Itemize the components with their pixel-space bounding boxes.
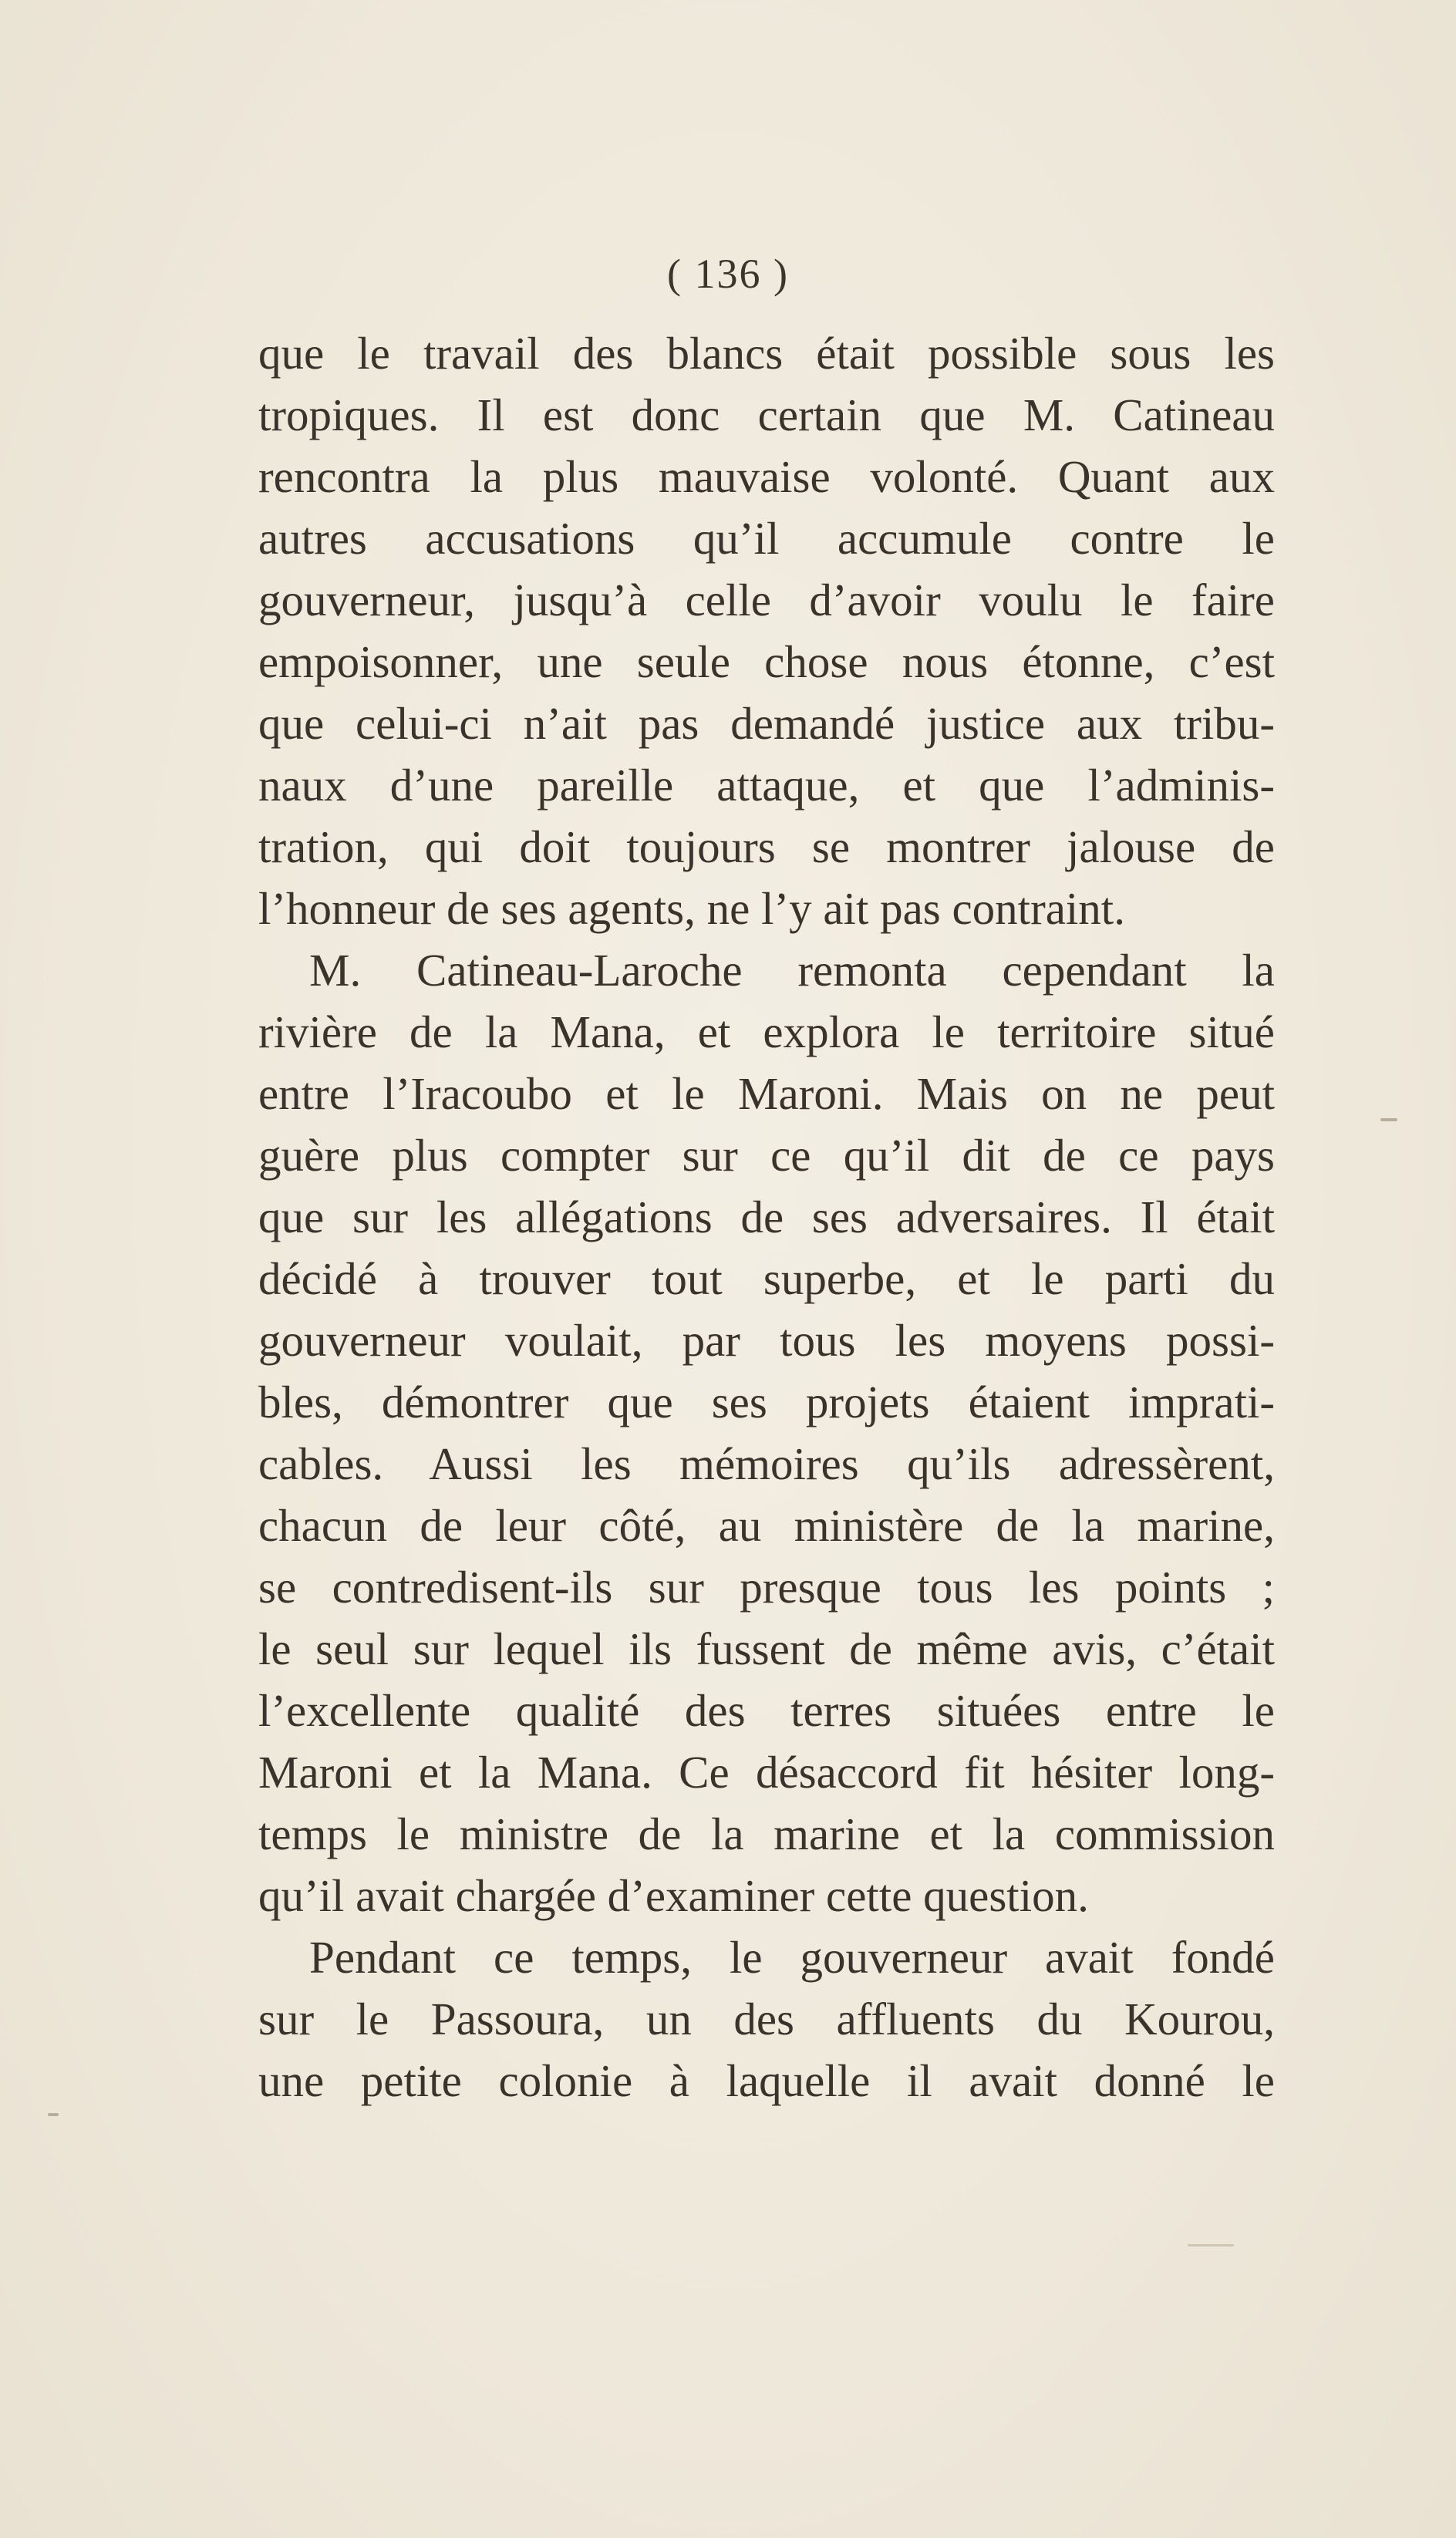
- text-line: une petite colonie à laquelle il avait donné le: [258, 2055, 1275, 2106]
- text-line: que sur les allégations de ses adversaires. Il était: [258, 1191, 1275, 1242]
- text-line: bles, démontrer que ses projets étaient imprati-: [258, 1377, 1275, 1427]
- paragraph: [258, 939, 1275, 1926]
- text-line: autres accusations qu’il accumule contre le: [258, 513, 1275, 564]
- text-line: rencontra la plus mauvaise volonté. Quant aux: [258, 451, 1275, 502]
- text-line: naux d’une pareille attaque, et que l’adminis-: [258, 760, 1275, 811]
- text-line: empoisonner, une seule chose nous étonne, c’est: [258, 636, 1275, 687]
- text-line: M. Catineau-Laroche remonta cependant la: [309, 945, 1275, 996]
- text-line: entre l’Iracoubo et le Maroni. Mais on ne peut: [258, 1068, 1275, 1119]
- text-line: Maroni et la Mana. Ce désaccord fit hésiter long-: [258, 1747, 1275, 1798]
- text-line: l’honneur de ses agents, ne l’y ait pas contraint.: [258, 883, 1125, 934]
- text-line: rivière de la Mana, et explora le territoire situé: [258, 1006, 1275, 1057]
- text-line: l’excellente qualité des terres situées entre le: [258, 1685, 1275, 1736]
- text-line: guère plus compter sur ce qu’il dit de ce pays: [258, 1130, 1275, 1181]
- page-number: ( 136 ): [667, 251, 789, 297]
- text-line: qu’il avait chargée d’examiner cette question.: [258, 1870, 1089, 1921]
- text-line: cables. Aussi les mémoires qu’ils adressèrent,: [258, 1438, 1275, 1489]
- text-line: tropiques. Il est donc certain que M. Catineau: [258, 389, 1275, 440]
- paragraph: [258, 322, 1275, 939]
- text-line: chacun de leur côté, au ministère de la marine,: [258, 1500, 1275, 1551]
- body-text: [258, 322, 1275, 2112]
- text-line: sur le Passoura, un des affluents du Kourou,: [258, 1994, 1275, 2044]
- text-line: gouverneur, jusqu’à celle d’avoir voulu le faire: [258, 575, 1275, 625]
- text-line: tration, qui doit toujours se montrer jalouse de: [258, 821, 1275, 872]
- text-line: le seul sur lequel ils fussent de même avis, c’était: [258, 1623, 1275, 1674]
- paper-speck: [48, 2113, 59, 2116]
- text-line: gouverneur voulait, par tous les moyens possi-: [258, 1315, 1275, 1366]
- text-line: se contredisent-ils sur presque tous les points ;: [258, 1562, 1275, 1613]
- text-line: que le travail des blancs était possible sous les: [258, 328, 1275, 379]
- paper-speck: [1380, 1118, 1397, 1121]
- text-line: Pendant ce temps, le gouverneur avait fondé: [309, 1932, 1275, 1983]
- paper-speck: [1188, 2244, 1234, 2246]
- text-line: temps le ministre de la marine et la commission: [258, 1808, 1275, 1859]
- paragraph: [258, 1926, 1275, 2112]
- text-line: que celui-ci n’ait pas demandé justice aux tribu-: [258, 698, 1275, 749]
- text-line: décidé à trouver tout superbe, et le parti du: [258, 1253, 1275, 1304]
